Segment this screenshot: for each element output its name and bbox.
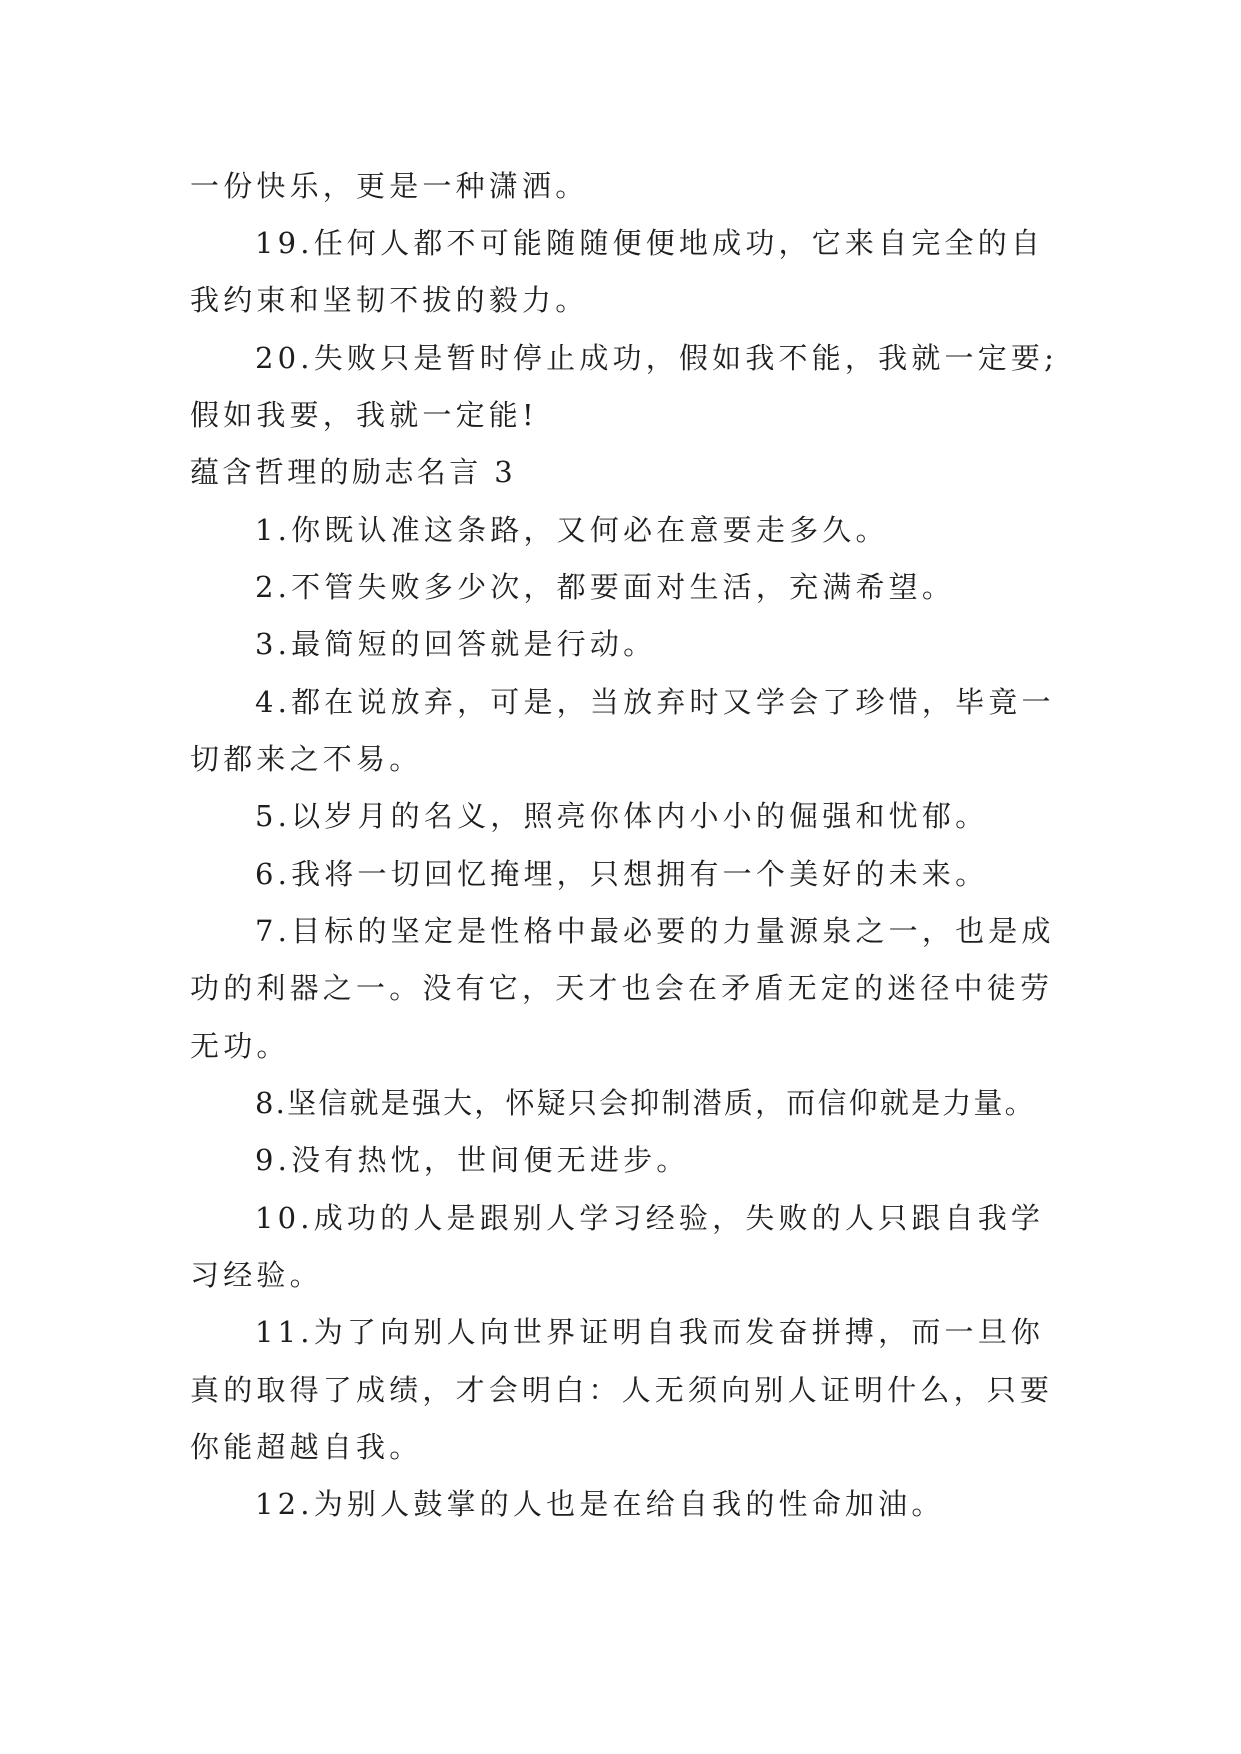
quote-19-line-1: 19.任何人都不可能随随便便地成功，它来自完全的自 xyxy=(255,226,1045,260)
quote-8: 8.坚信就是强大，怀疑只会抑制潜质，而信仰就是力量。 xyxy=(255,1086,1036,1120)
quote-10-line-2: 习经验。 xyxy=(190,1258,323,1292)
quote-19-line-2: 我约束和坚韧不拔的毅力。 xyxy=(190,283,589,317)
quote-5: 5.以岁月的名义，照亮你体内小小的倔强和忧郁。 xyxy=(255,799,989,833)
quote-12: 12.为别人鼓掌的人也是在给自我的性命加油。 xyxy=(255,1487,945,1521)
quote-7-line-3: 无功。 xyxy=(190,1029,290,1063)
quote-4-line-1: 4.都在说放弃，可是，当放弃时又学会了珍惜，毕竟一 xyxy=(255,685,1055,719)
quote-1: 1.你既认准这条路，又何必在意要走多久。 xyxy=(255,513,889,547)
section-heading: 蕴含哲理的励志名言 3 xyxy=(190,455,517,489)
quote-3: 3.最简短的回答就是行动。 xyxy=(255,627,657,661)
quote-11-line-1: 11.为了向别人向世界证明自我而发奋拼搏，而一旦你 xyxy=(255,1315,1045,1349)
text-line: 一份快乐，更是一种潇洒。 xyxy=(190,169,589,203)
quote-4-line-2: 切都来之不易。 xyxy=(190,742,423,776)
quote-20-line-2: 假如我要，我就一定能! xyxy=(190,398,538,432)
quote-6: 6.我将一切回忆掩埋，只想拥有一个美好的未来。 xyxy=(255,857,989,891)
quote-9: 9.没有热忱，世间便无进步。 xyxy=(255,1143,690,1177)
quote-2: 2.不管失败多少次，都要面对生活，充满希望。 xyxy=(255,570,956,604)
quote-11-line-3: 你能超越自我。 xyxy=(190,1430,423,1464)
quote-7-line-2: 功的利器之一。没有它，天才也会在矛盾无定的迷径中徒劳 xyxy=(190,971,1054,1005)
quote-11-line-2: 真的取得了成绩，才会明白：人无须向别人证明什么，只要 xyxy=(190,1373,1054,1407)
quote-10-line-1: 10.成功的人是跟别人学习经验，失败的人只跟自我学 xyxy=(255,1201,1045,1235)
quote-7-line-1: 7.目标的坚定是性格中最必要的力量源泉之一，也是成 xyxy=(255,914,1055,948)
quote-20-line-1: 20.失败只是暂时停止成功，假如我不能，我就一定要; xyxy=(255,341,1059,375)
